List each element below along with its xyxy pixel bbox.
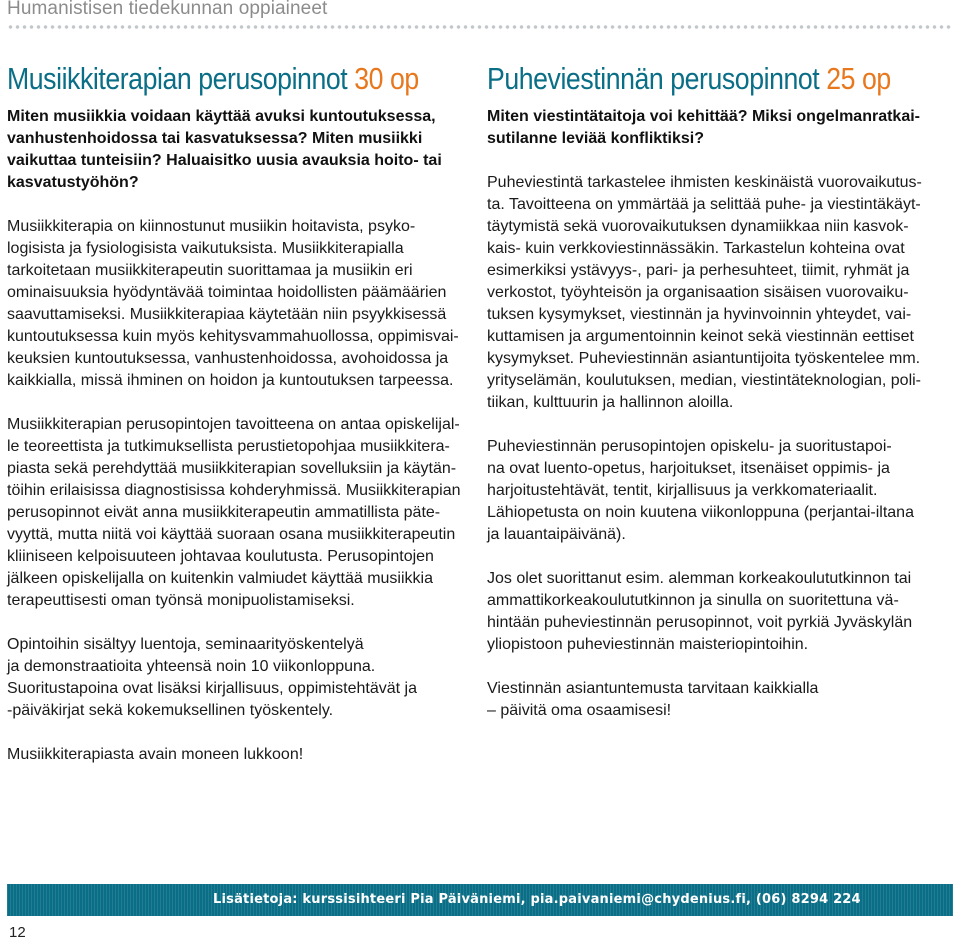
text-line: ja lauantaipäivänä).	[487, 526, 626, 543]
paragraph-masters-path	[487, 568, 949, 656]
text-line: Opintoihin sisältyy luentoja, seminaarityöskentelyä	[7, 636, 364, 653]
text-line: piasta sekä perehdyttää musiikkiterapian sovelluksiin ja käytän-	[7, 460, 457, 477]
text-line: kliiniseen kelpoisuuteen johtavaa koulutusta. Perusopintojen	[7, 548, 434, 565]
paragraph-study-methods	[487, 436, 949, 546]
paragraph-goals	[7, 414, 467, 612]
text-line: Puheviestinnän perusopintojen opiskelu- ja suoritustapoi-	[487, 438, 892, 455]
text-line: saavuttamiseksi. Musiikkiterapiaa käytetään niin psyykkisessä	[7, 306, 447, 323]
text-line: ta. Tavoitteena on ymmärtää ja selittää puhe- ja viestintäkäyt-	[487, 196, 921, 213]
text-line: tiikan, kulttuurin ja hallinnon aloilla.	[487, 394, 734, 411]
right-column	[487, 60, 949, 722]
text-line: logisista ja fysiologisista vaikutuksista. Musiikkiterapialla	[7, 240, 404, 257]
credits-badge: 30 op	[354, 61, 419, 96]
text-line: verkostot, työyhteisön ja organisaation sisäisen vuorovaiku-	[487, 284, 909, 301]
page-number: 12	[9, 924, 26, 941]
text-line: Jos olet suorittanut esim. alemman korkeakoulututkinnon tai	[487, 570, 912, 587]
section-title-music-therapy	[7, 60, 419, 98]
paragraph-description	[487, 172, 949, 414]
paragraph-slogan	[487, 678, 949, 722]
text-line: yliopistoon puheviestinnän maisteriopintoihin.	[487, 636, 809, 653]
text-line: keuksien kuntoutuksessa, vanhustenhoidossa, avohoidossa ja	[7, 350, 449, 367]
section-title-speech-communication	[487, 60, 891, 98]
intro-question	[487, 106, 949, 150]
text-line: kasvatustyöhön?	[7, 174, 139, 191]
text-line: jälkeen opiskelijalla on kuitenkin valmiudet käyttää musiikkia	[7, 570, 433, 587]
text-line: yrityselämän, koulutuksen, median, viestintäteknologian, poli-	[487, 372, 922, 389]
text-line: na ovat luento-opetus, harjoitukset, itsenäiset oppimis- ja	[487, 460, 890, 477]
left-column	[7, 60, 467, 766]
text-line: kaikkialla, missä ihminen on hoidon ja kuntoutuksen tarpeessa.	[7, 372, 454, 389]
text-line: Miten viestintätaitoja voi kehittää? Miksi ongelmanratkai-	[487, 108, 920, 125]
text-line: vyyttä, mutta niitä voi käyttää suoraan osana musiikkiterapeutin	[7, 526, 456, 543]
text-line: esimerkiksi ystävyys-, pari- ja perhesuhteet, tiimit, ryhmät ja	[487, 262, 910, 279]
text-line: le teoreettista ja tutkimuksellista perustietopohjaa musiikkitera-	[7, 438, 450, 455]
text-line: Musiikkiterapia on kiinnostunut musiikin hoitavista, psyko-	[7, 218, 416, 235]
text-line: ja demonstraatioita yhteensä noin 10 viikonloppuna.	[7, 658, 376, 675]
text-line: hintään puheviestinnän perusopinnot, voit pyrkiä Jyväskylän	[487, 614, 913, 631]
text-line: ominaisuuksia hyödyntävää toimintaa hoidollisten päämäärien	[7, 284, 447, 301]
text-line: Musiikkiterapiasta avain moneen lukkoon!	[7, 746, 304, 763]
text-line: kuttamisen ja argumentoinnin keinot sekä viestinnän eettiset	[487, 328, 914, 345]
text-line: -päiväkirjat sekä kokemuksellinen työskentely.	[7, 702, 334, 719]
text-line: kais- kuin verkkoviestinnässäkin. Tarkastelun kohteina ovat	[487, 240, 905, 257]
text-line: ammattikorkeakoulututkinnon ja sinulla on suoritettuna vä-	[487, 592, 899, 609]
text-line: Lähiopetusta on noin kuutena viikonloppuna (perjantai-iltana	[487, 504, 914, 521]
text-line: Suoritustapoina ovat lisäksi kirjallisuus, oppimistehtävät ja	[7, 680, 417, 697]
text-line: töihin erilaisissa diagnostisissa kohderyhmissä. Musiikkiterapian	[7, 482, 461, 499]
text-line: sutilanne leviää konfliktiksi?	[487, 130, 704, 147]
text-line: Miten musiikkia voidaan käyttää avuksi kuntoutuksessa,	[7, 108, 436, 125]
intro-question	[7, 106, 467, 194]
text-line: terapeuttisesti oman työnsä monipuolistamiseksi.	[7, 592, 355, 609]
paragraph-study-methods	[7, 634, 467, 722]
section-title-text: Musiikkiterapian perusopinnot	[7, 61, 348, 96]
text-line: harjoitustehtävät, tentit, kirjallisuus ja verkkomateriaalit.	[487, 482, 878, 499]
contact-info: Lisätietoja: kurssisihteeri Pia Päiväniemi, pia.paivaniemi@chydenius.fi, (06) 8294 224	[213, 892, 861, 907]
text-line: tuksen kysymykset, viestinnän ja hyvinvoinnin yhteydet, vai-	[487, 306, 912, 323]
text-line: tarkoitetaan musiikkiterapeutin suorittamaa ja musiikin eri	[7, 262, 413, 279]
paragraph-description	[7, 216, 467, 392]
dotted-divider	[7, 22, 953, 32]
text-line: vaikuttaa tunteisiin? Haluaisitko uusia avauksia hoito- tai	[7, 152, 442, 169]
text-line: Viestinnän asiantuntemusta tarvitaan kaikkialla	[487, 680, 819, 697]
section-title-text: Puheviestinnän perusopinnot	[487, 61, 820, 96]
paragraph-slogan	[7, 744, 467, 766]
text-line: vanhustenhoidossa tai kasvatuksessa? Miten musiikki	[7, 130, 423, 147]
text-line: täytymistä sekä vuorovaikutuksen dynamiikkaa niin kasvok-	[487, 218, 909, 235]
text-line: Musiikkiterapian perusopintojen tavoitteena on antaa opiskelijal-	[7, 416, 460, 433]
running-header: Humanistisen tiedekunnan oppiaineet	[7, 0, 328, 19]
text-line: kysymykset. Puheviestinnän asiantuntijoita työskentelee mm.	[487, 350, 921, 367]
text-line: Puheviestintä tarkastelee ihmisten keskinäistä vuorovaikutus-	[487, 174, 922, 191]
text-line: – päivitä oma osaamisesi!	[487, 702, 672, 719]
credits-badge: 25 op	[826, 61, 891, 96]
text-line: perusopinnot eivät anna musiikkiterapeutin ammatillista päte-	[7, 504, 441, 521]
text-line: kuntoutuksessa kuin myös kehitysvammahuollossa, oppimisvai-	[7, 328, 459, 345]
